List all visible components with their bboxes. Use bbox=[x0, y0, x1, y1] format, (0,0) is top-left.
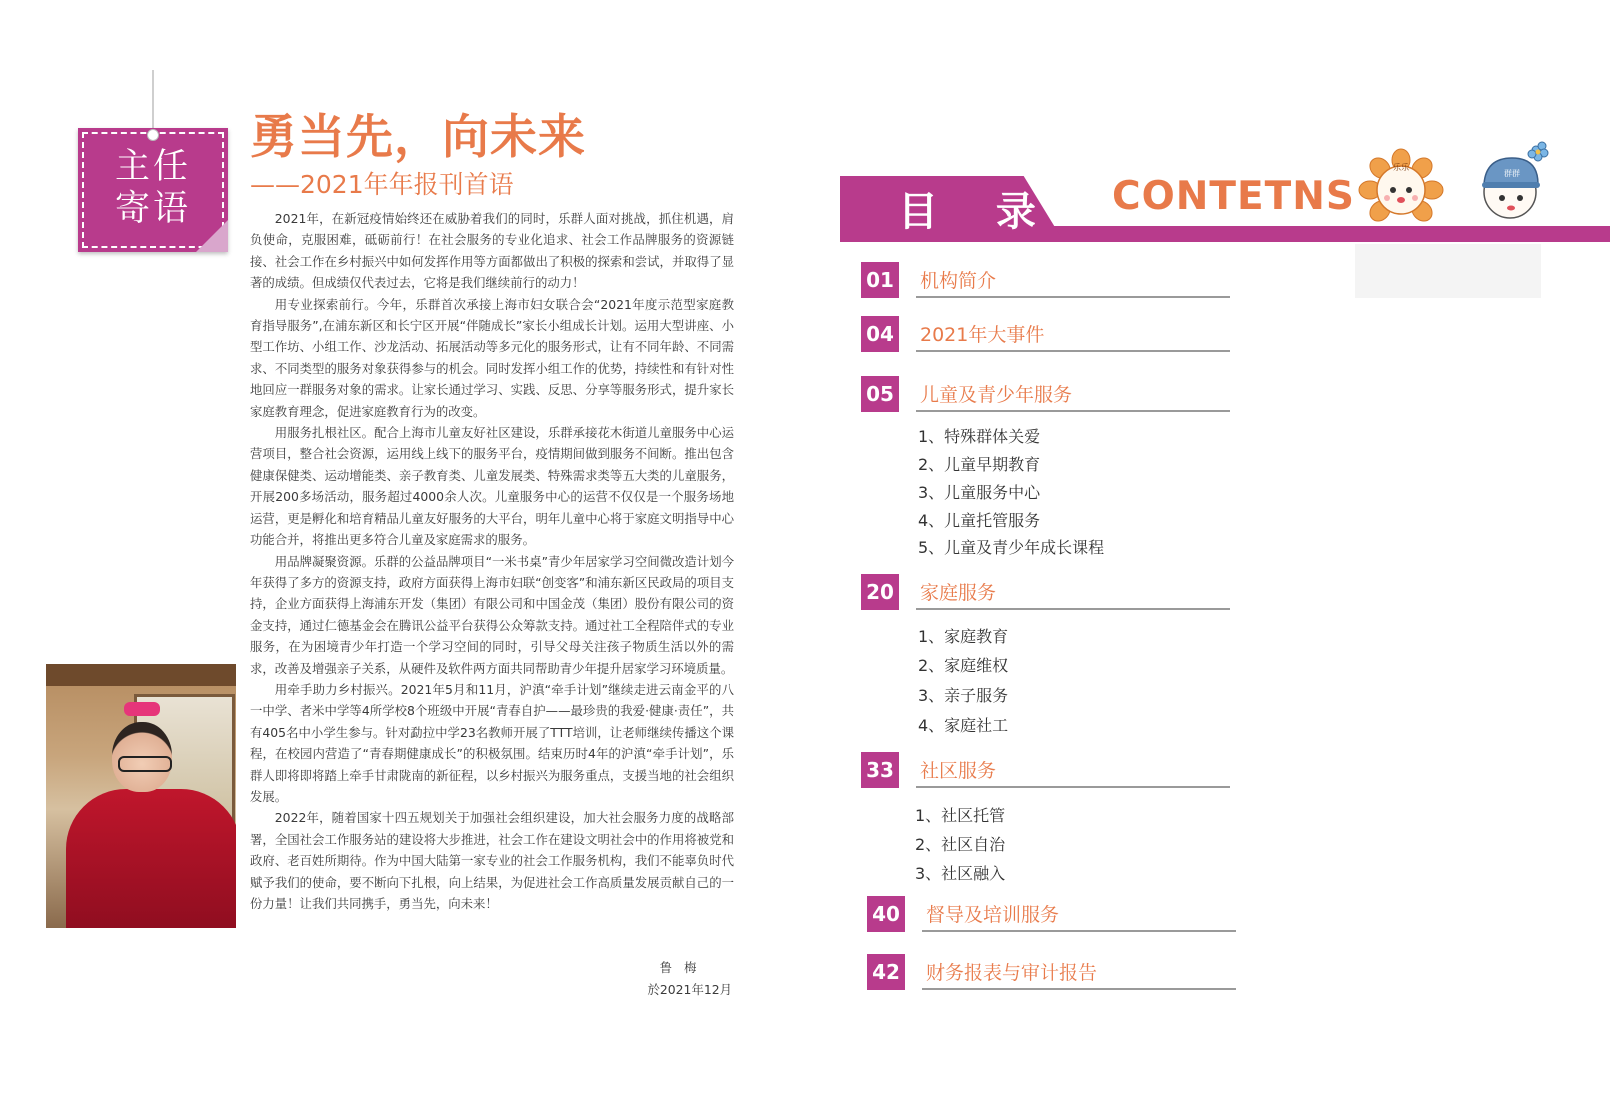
photo-shelf bbox=[46, 664, 236, 686]
paragraph: 用专业探索前行。今年，乐群首次承接上海市妇女联合会“2021年度示范型家庭教育指导服务”,在浦东新区和长宁区开展“伴随成长”家长小组成长计划。运用大型讲座、小型工作坊、小组工作、沙龙活动、拓展活动等多元化的服务形式，让有不同年龄、不同需求、不同类型的服务对象获得参与的机会。同时发挥小组工作的优势，持续性和有针对性地回应一群服务对象的需求。让家长通过学习、实践、反思、分享等服务形式，提升家长家庭教育理念，促进家庭教育行为的改变。 bbox=[250, 296, 734, 419]
toc-section-rule bbox=[916, 786, 1230, 788]
page-title: 勇当先，向未来 bbox=[250, 110, 586, 165]
foreword-body bbox=[250, 208, 734, 914]
mascot-right-label: 群群 bbox=[1504, 169, 1520, 178]
toc-section-rule bbox=[916, 296, 1230, 298]
toc-title-en: CONTETNS bbox=[1112, 174, 1355, 219]
toc-sub-item[interactable]: 1、社区托管 bbox=[915, 806, 1006, 825]
photo-glasses bbox=[118, 756, 172, 772]
tag-string bbox=[152, 70, 154, 132]
toc-sub-item[interactable]: 3、儿童服务中心 bbox=[918, 483, 1041, 502]
toc-section-rule bbox=[922, 930, 1236, 932]
photo-red-scarf bbox=[66, 789, 236, 928]
boy-mascot-icon bbox=[1472, 140, 1552, 224]
toc-sub-item[interactable]: 4、家庭社工 bbox=[918, 716, 1009, 735]
toc-section-title[interactable]: 机构简介 bbox=[920, 270, 997, 292]
toc-sub-item[interactable]: 2、社区自治 bbox=[915, 835, 1006, 854]
toc-title-cn: 目 录 bbox=[898, 188, 1058, 235]
toc-sub-item[interactable]: 5、儿童及青少年成长课程 bbox=[918, 538, 1105, 557]
tag-line-2: 寄语 bbox=[114, 189, 191, 229]
toc-sub-item[interactable]: 3、亲子服务 bbox=[918, 686, 1009, 705]
toc-sub-item[interactable]: 2、家庭维权 bbox=[918, 656, 1009, 675]
toc-section-rule bbox=[916, 608, 1230, 610]
paragraph: 2021年，在新冠疫情始终还在威胁着我们的同时，乐群人面对挑战，抓住机遇，肩负使命，克服困难，砥砺前行！在社会服务的专业化追求、社会工作品牌服务的资源链接、社会工作在乡村振兴中如何发挥作用等方面都做出了积极的探索和尝试，并取得了显著的成绩。但成绩仅代表过去，它将是我们继续前行的动力！ bbox=[250, 211, 734, 291]
tag-pin-icon bbox=[147, 129, 159, 141]
toc-page-number: 20 bbox=[861, 574, 899, 610]
toc-section-title[interactable]: 2021年大事件 bbox=[920, 324, 1045, 346]
photo-headband bbox=[124, 702, 160, 716]
paragraph: 用服务扎根社区。配合上海市儿童友好社区建设，乐群承接花木街道儿童服务中心运营项目，整合社会资源，运用线上线下的服务平台，疫情期间做到服务不间断。推出包含健康保健类、运动增能类、亲子教育类、儿童发展类、特殊需求类等五大类的儿童服务，开展200多场活动，服务超过4000余人次。儿童服务中心的运营不仅仅是一个服务场地运营，更是孵化和培育精品儿童友好服务的大平台，明年儿童中心将于家庭文明指导中心功能合并，将推出更多符合儿童及家庭需求的服务。 bbox=[250, 425, 734, 548]
paragraph: 2022年，随着国家十四五规划关于加强社会组织建设，加大社会服务力度的战略部署，全国社会工作服务站的建设将大步推进，社会工作在建设文明社会中的作用将被党和政府、老百姓所期待。作为中国大陆第一家专业的社会工作服务机构，我们不能辜负时代赋予我们的使命，要不断向下扎根，向上结果，为促进社会工作高质量发展贡献自己的一份力量！让我们共同携手，勇当先，向未来！ bbox=[250, 810, 734, 911]
toc-section-title[interactable]: 家庭服务 bbox=[920, 582, 997, 604]
placeholder-box bbox=[1355, 244, 1541, 298]
toc-section-rule bbox=[916, 350, 1230, 352]
paragraph: 用品牌凝聚资源。乐群的公益品牌项目“一米书桌”青少年居家学习空间微改造计划今年获得了多方的资源支持，政府方面获得上海市妇联“创变客”和浦东新区民政局的项目支持，企业方面获得上海浦东开发（集团）有限公司和中国金茂（集团）股份有限公司的资金支持，通过仁德基金会在腾讯公益平台获得公众筹款支持。通过社工全程陪伴式的专业服务，在为困境青少年打造一个学习空间的同时，引导父母关注孩子物质生活以外的需求，改善及增强亲子关系，从硬件及软件两方面共同帮助青少年提升居家学习环境质量。 bbox=[250, 553, 734, 676]
toc-section-title[interactable]: 社区服务 bbox=[920, 760, 997, 782]
toc-sub-item[interactable]: 2、儿童早期教育 bbox=[918, 455, 1041, 474]
signature-date: 於2021年12月 bbox=[647, 982, 732, 997]
toc-page-number: 40 bbox=[867, 896, 905, 932]
toc-sub-item[interactable]: 3、社区融入 bbox=[915, 864, 1006, 883]
toc-page-number: 33 bbox=[861, 752, 899, 788]
toc-sub-item[interactable]: 4、儿童托管服务 bbox=[918, 511, 1041, 530]
toc-section-rule bbox=[922, 988, 1236, 990]
toc-section-title[interactable]: 督导及培训服务 bbox=[926, 904, 1060, 926]
mascot-left-label: 乐乐 bbox=[1393, 163, 1409, 172]
toc-sub-item[interactable]: 1、家庭教育 bbox=[918, 627, 1009, 646]
toc-page-number: 01 bbox=[861, 262, 899, 298]
toc-section-rule bbox=[916, 410, 1230, 412]
toc-section-title[interactable]: 儿童及青少年服务 bbox=[920, 384, 1073, 406]
paragraph: 用牵手助力乡村振兴。2021年5月和11月，沪滇“牵手计划”继续走进云南金平的八一中学、者米中学等4所学校8个班级中开展“青春自护——最珍贵的我爱·健康·责任”，共有405名中小学生参与。针对勐拉中学23名教师开展了TTT培训，让老师继续传播这个课程，在校园内营造了“青春期健康成长”的积极氛围。结束历时4年的沪滇“牵手计划”，乐群人即将即将踏上牵手甘肃陇南的新征程，以乡村振兴为服务重点，支援当地的社会组织发展。 bbox=[250, 681, 734, 804]
page-subtitle: ——2021年年报刊首语 bbox=[250, 170, 514, 199]
toc-page-number: 05 bbox=[861, 376, 899, 412]
sunflower-mascot-icon bbox=[1356, 148, 1446, 228]
toc-sub-item[interactable]: 1、特殊群体关爱 bbox=[918, 427, 1041, 446]
tag-line-1: 主任 bbox=[114, 147, 191, 187]
director-portrait-photo bbox=[46, 664, 236, 928]
section-tag-label bbox=[78, 146, 228, 230]
toc-section-title[interactable]: 财务报表与审计报告 bbox=[926, 962, 1098, 984]
toc-page-number: 42 bbox=[867, 954, 905, 990]
signature-name: 鲁 梅 bbox=[659, 960, 701, 975]
toc-page-number: 04 bbox=[861, 316, 899, 352]
